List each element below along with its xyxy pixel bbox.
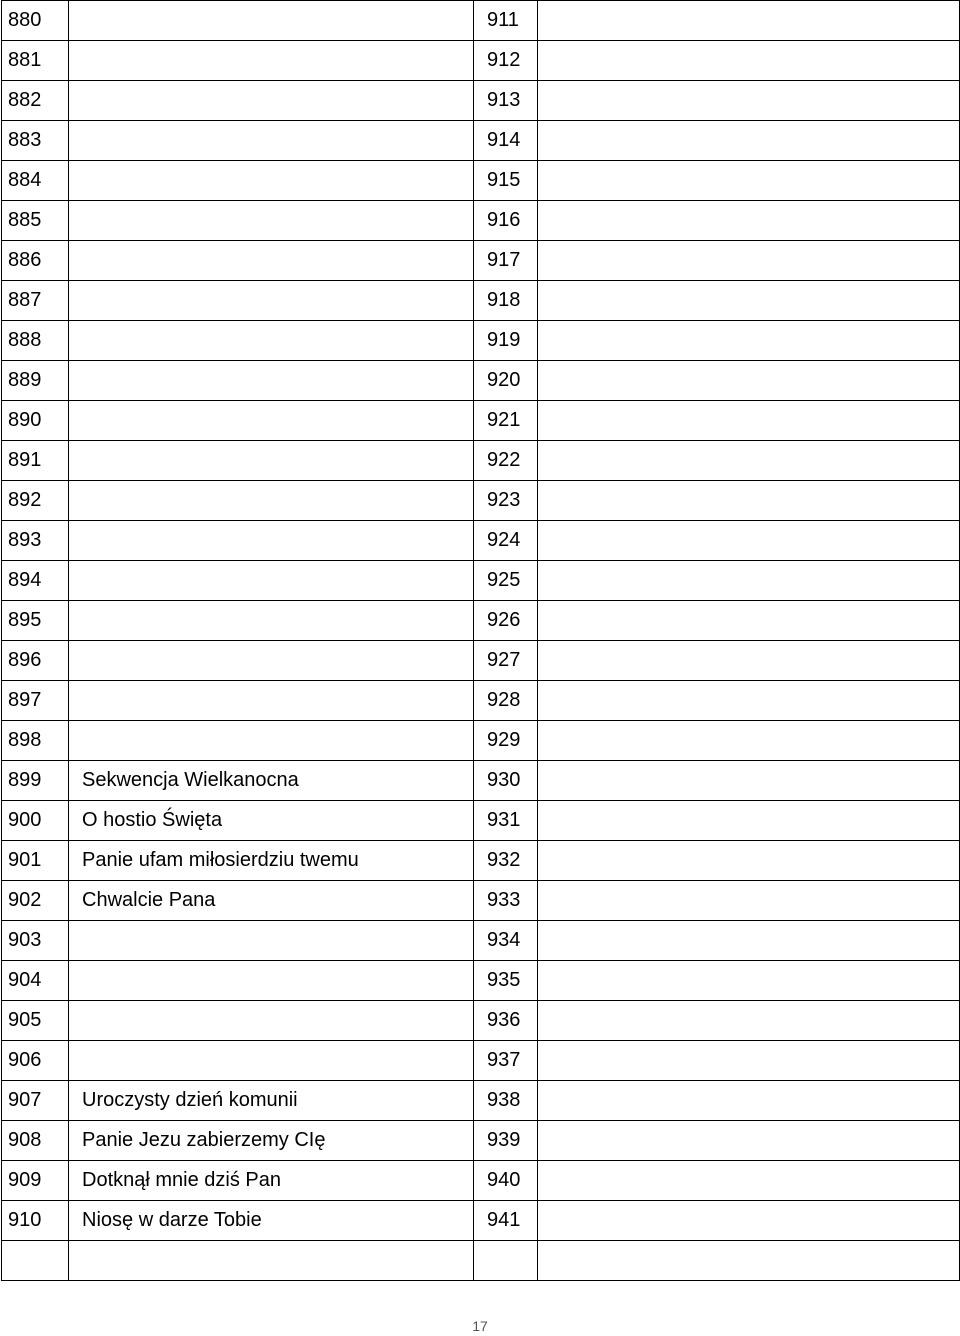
right-song-title	[538, 201, 960, 241]
right-song-title	[538, 441, 960, 481]
left-song-number: 904	[2, 961, 69, 1001]
right-song-number: 926	[474, 601, 538, 641]
left-song-title: Niosę w darze Tobie	[69, 1201, 474, 1241]
left-song-title	[69, 521, 474, 561]
right-song-title	[538, 561, 960, 601]
table-row	[2, 1081, 960, 1121]
right-song-number: 924	[474, 521, 538, 561]
left-song-number: 909	[2, 1161, 69, 1201]
left-song-title	[69, 361, 474, 401]
left-song-number: 886	[2, 241, 69, 281]
table-row	[2, 1241, 960, 1281]
table-row	[2, 1121, 960, 1161]
table-row	[2, 881, 960, 921]
right-song-number: 929	[474, 721, 538, 761]
left-song-title	[69, 641, 474, 681]
right-song-number: 923	[474, 481, 538, 521]
table-row	[2, 481, 960, 521]
left-song-number: 880	[2, 1, 69, 41]
right-song-title	[538, 721, 960, 761]
right-song-number: 918	[474, 281, 538, 321]
right-song-number: 921	[474, 401, 538, 441]
right-song-number: 937	[474, 1041, 538, 1081]
left-song-title	[69, 121, 474, 161]
left-song-number: 887	[2, 281, 69, 321]
left-song-title	[69, 241, 474, 281]
table-row	[2, 1041, 960, 1081]
right-song-title	[538, 1, 960, 41]
left-song-title	[69, 161, 474, 201]
left-song-title	[69, 961, 474, 1001]
right-song-title	[538, 1041, 960, 1081]
right-song-title	[538, 1121, 960, 1161]
right-song-title	[538, 601, 960, 641]
left-song-number: 898	[2, 721, 69, 761]
right-song-title	[538, 401, 960, 441]
right-song-number: 917	[474, 241, 538, 281]
right-song-title	[538, 1161, 960, 1201]
left-song-number: 895	[2, 601, 69, 641]
table-row	[2, 81, 960, 121]
right-song-title	[538, 521, 960, 561]
right-song-title	[538, 361, 960, 401]
right-song-number: 914	[474, 121, 538, 161]
left-song-number: 891	[2, 441, 69, 481]
left-song-number: 907	[2, 1081, 69, 1121]
table-row	[2, 361, 960, 401]
left-song-number: 905	[2, 1001, 69, 1041]
left-song-title	[69, 481, 474, 521]
left-song-title	[69, 1, 474, 41]
right-song-number: 920	[474, 361, 538, 401]
table-row	[2, 121, 960, 161]
table-row	[2, 201, 960, 241]
table-row	[2, 1001, 960, 1041]
right-song-number: 941	[474, 1201, 538, 1241]
left-song-number: 896	[2, 641, 69, 681]
right-song-number: 927	[474, 641, 538, 681]
right-song-title	[538, 481, 960, 521]
right-song-title	[538, 1001, 960, 1041]
left-song-title	[69, 561, 474, 601]
left-song-title: O hostio Święta	[69, 801, 474, 841]
left-song-title	[69, 81, 474, 121]
table-row	[2, 401, 960, 441]
right-song-title	[538, 801, 960, 841]
left-song-title	[69, 921, 474, 961]
right-song-number: 928	[474, 681, 538, 721]
right-song-number: 932	[474, 841, 538, 881]
left-song-title	[69, 1001, 474, 1041]
right-song-title	[538, 241, 960, 281]
right-song-number: 913	[474, 81, 538, 121]
table-row	[2, 641, 960, 681]
left-song-number: 884	[2, 161, 69, 201]
page-number: 17	[472, 1318, 488, 1334]
left-song-title: Dotknął mnie dziś Pan	[69, 1161, 474, 1201]
right-song-title	[538, 1241, 960, 1281]
right-song-number: 930	[474, 761, 538, 801]
song-index-body	[2, 1, 960, 1281]
right-song-number: 931	[474, 801, 538, 841]
right-song-number: 934	[474, 921, 538, 961]
left-song-number: 906	[2, 1041, 69, 1081]
right-song-title	[538, 681, 960, 721]
left-song-title	[69, 321, 474, 361]
right-song-title	[538, 881, 960, 921]
left-song-number: 890	[2, 401, 69, 441]
right-song-title	[538, 41, 960, 81]
left-song-title	[69, 201, 474, 241]
left-song-title: Panie Jezu zabierzemy CIę	[69, 1121, 474, 1161]
left-song-title	[69, 1041, 474, 1081]
right-song-number: 911	[474, 1, 538, 41]
left-song-number: 902	[2, 881, 69, 921]
right-song-number: 939	[474, 1121, 538, 1161]
right-song-title	[538, 321, 960, 361]
table-row	[2, 241, 960, 281]
table-row	[2, 721, 960, 761]
right-song-number	[474, 1241, 538, 1281]
table-row	[2, 841, 960, 881]
left-song-number: 899	[2, 761, 69, 801]
table-row	[2, 1201, 960, 1241]
right-song-number: 933	[474, 881, 538, 921]
left-song-title: Chwalcie Pana	[69, 881, 474, 921]
right-song-title	[538, 121, 960, 161]
left-song-number: 888	[2, 321, 69, 361]
right-song-number: 916	[474, 201, 538, 241]
table-row	[2, 961, 960, 1001]
right-song-number: 915	[474, 161, 538, 201]
left-song-number: 882	[2, 81, 69, 121]
left-song-title	[69, 441, 474, 481]
left-song-number: 883	[2, 121, 69, 161]
table-row	[2, 281, 960, 321]
right-song-number: 919	[474, 321, 538, 361]
right-song-number: 935	[474, 961, 538, 1001]
left-song-title	[69, 1241, 474, 1281]
left-song-title	[69, 601, 474, 641]
table-row	[2, 521, 960, 561]
right-song-number: 922	[474, 441, 538, 481]
right-song-title	[538, 1201, 960, 1241]
left-song-title	[69, 721, 474, 761]
right-song-title	[538, 81, 960, 121]
right-song-number: 940	[474, 1161, 538, 1201]
right-song-title	[538, 921, 960, 961]
table-row	[2, 601, 960, 641]
right-song-title	[538, 761, 960, 801]
right-song-number: 938	[474, 1081, 538, 1121]
right-song-title	[538, 1081, 960, 1121]
left-song-number: 881	[2, 41, 69, 81]
song-index-table	[1, 0, 960, 1281]
right-song-title	[538, 961, 960, 1001]
right-song-title	[538, 281, 960, 321]
table-row	[2, 441, 960, 481]
left-song-number: 885	[2, 201, 69, 241]
table-row	[2, 1161, 960, 1201]
left-song-title	[69, 281, 474, 321]
left-song-title	[69, 401, 474, 441]
table-row	[2, 801, 960, 841]
left-song-number: 892	[2, 481, 69, 521]
right-song-title	[538, 161, 960, 201]
right-song-number: 912	[474, 41, 538, 81]
left-song-number: 908	[2, 1121, 69, 1161]
table-row	[2, 681, 960, 721]
left-song-number	[2, 1241, 69, 1281]
table-row	[2, 761, 960, 801]
right-song-number: 936	[474, 1001, 538, 1041]
left-song-number: 903	[2, 921, 69, 961]
left-song-number: 900	[2, 801, 69, 841]
table-row	[2, 1, 960, 41]
table-row	[2, 161, 960, 201]
table-row	[2, 321, 960, 361]
left-song-title	[69, 41, 474, 81]
table-row	[2, 41, 960, 81]
left-song-number: 897	[2, 681, 69, 721]
right-song-title	[538, 841, 960, 881]
right-song-number: 925	[474, 561, 538, 601]
table-row	[2, 921, 960, 961]
table-row	[2, 561, 960, 601]
left-song-title: Uroczysty dzień komunii	[69, 1081, 474, 1121]
left-song-title: Panie ufam miłosierdziu twemu	[69, 841, 474, 881]
left-song-number: 889	[2, 361, 69, 401]
left-song-number: 893	[2, 521, 69, 561]
left-song-number: 894	[2, 561, 69, 601]
left-song-title: Sekwencja Wielkanocna	[69, 761, 474, 801]
left-song-number: 901	[2, 841, 69, 881]
left-song-title	[69, 681, 474, 721]
right-song-title	[538, 641, 960, 681]
left-song-number: 910	[2, 1201, 69, 1241]
